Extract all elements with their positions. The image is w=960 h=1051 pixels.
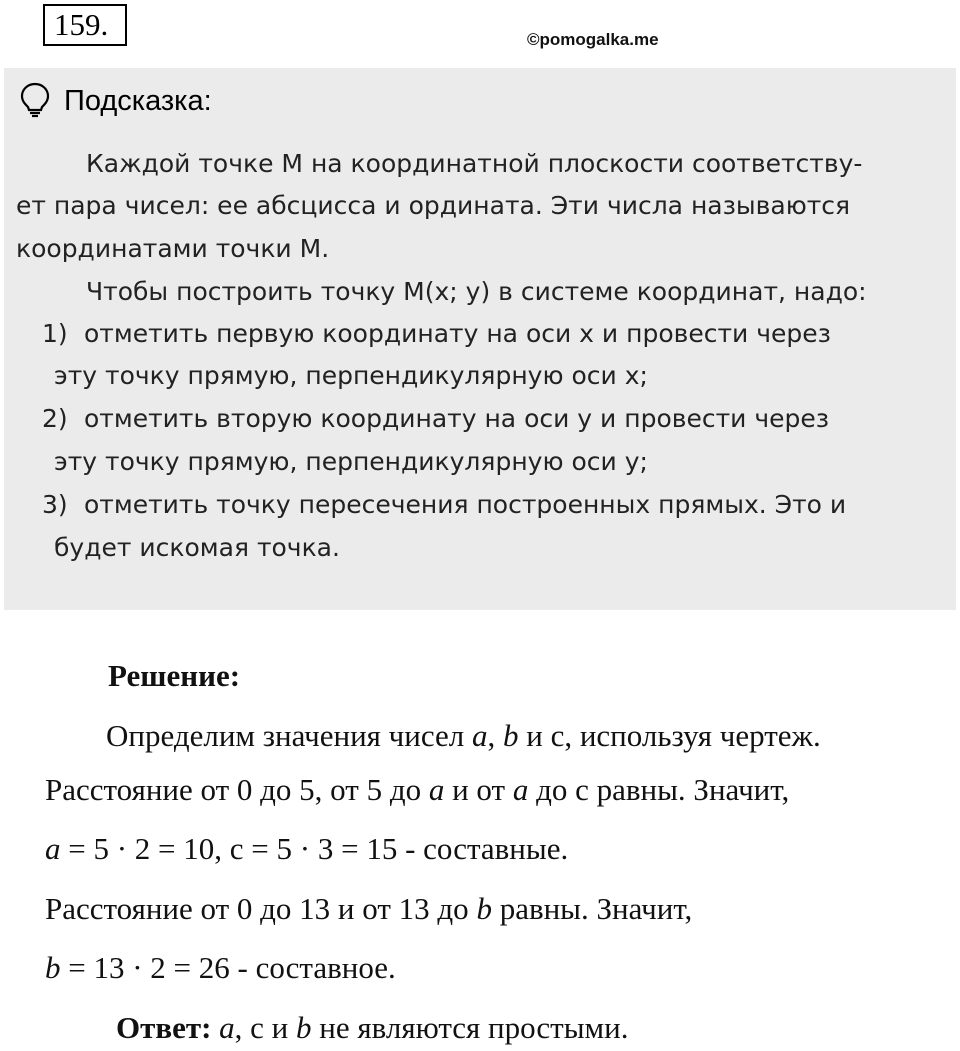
- hint-box: [4, 68, 956, 610]
- solution-line: b = 13 · 2 = 26 - составное.: [45, 950, 396, 985]
- hint-line: Чтобы построить точку М(х; у) в системе координат, надо:: [86, 277, 867, 306]
- solution-line: Определим значения чисел a, b и с, используя чертеж.: [106, 718, 821, 753]
- solution-line: Расстояние от 0 до 13 и от 13 до b равны. Значит,: [45, 891, 693, 926]
- step-text: эту точку прямую, перпендикулярную оси х;: [54, 361, 648, 390]
- step-text: отметить вторую координату на оси у и провести через: [84, 404, 830, 433]
- step-text: эту точку прямую, перпендикулярную оси у;: [54, 447, 648, 476]
- solution-heading: Решение:: [108, 658, 241, 693]
- lightbulb-icon: [20, 82, 50, 118]
- solution-line: a = 5 · 2 = 10, с = 5 · 3 = 15 - составные.: [45, 831, 569, 866]
- step-text: отметить первую координату на оси х и провести через: [84, 319, 831, 348]
- solution-line: Расстояние от 0 до 5, от 5 до a и от a до с равны. Значит,: [45, 772, 790, 807]
- step-text: будет искомая точка.: [54, 533, 340, 562]
- watermark: ©pomogalka.me: [527, 30, 659, 49]
- hint-line: координатами точки М.: [16, 234, 330, 263]
- hint-title: Подсказка:: [64, 85, 212, 117]
- step-number: 1): [42, 319, 68, 348]
- answer-label: Ответ:: [116, 1010, 212, 1045]
- hint-line: Каждой точке М на координатной плоскости соответству-: [86, 149, 863, 178]
- hint-line: ет пара чисел: ее абсцисса и ордината. Эти числа называются: [16, 191, 851, 220]
- step-number: 3): [42, 490, 68, 519]
- step-number: 2): [42, 404, 68, 433]
- problem-number: 159.: [43, 4, 127, 46]
- step-text: отметить точку пересечения построенных прямых. Это и: [84, 490, 847, 519]
- answer-line: Ответ: a, с и b не являются простыми.: [116, 1010, 629, 1045]
